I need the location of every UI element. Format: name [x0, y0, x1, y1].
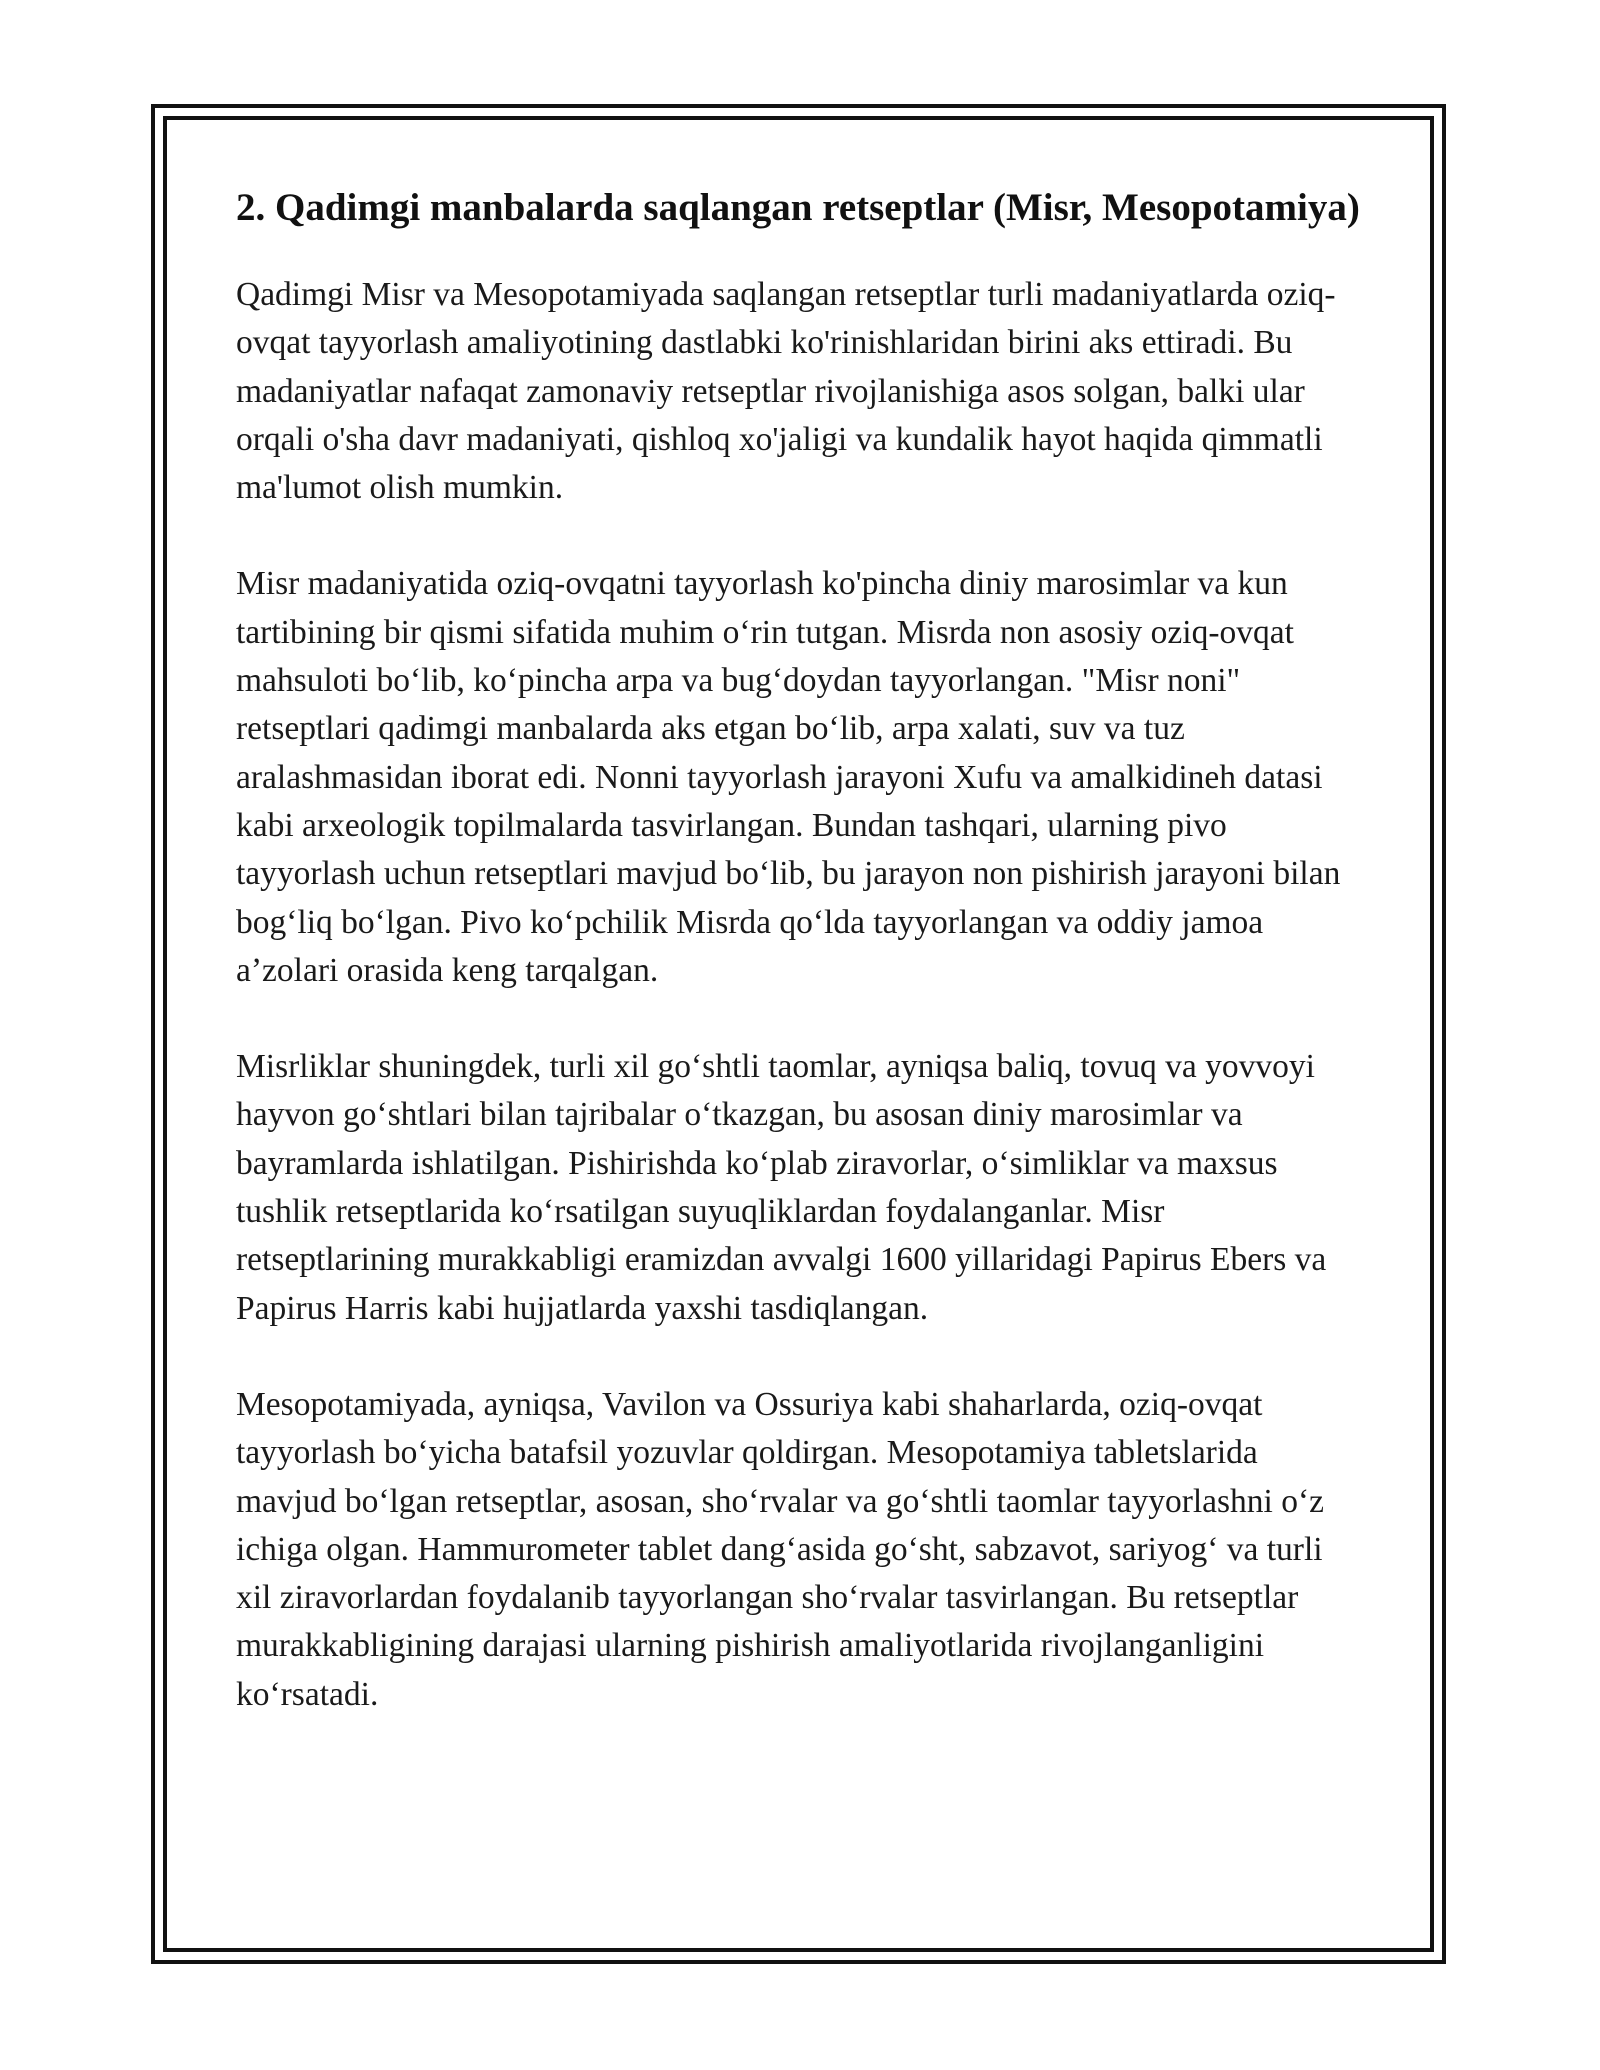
section-heading: 2. Qadimgi manbalarda saqlangan retseptlar (Misr, Mesopotamiya): [236, 186, 1360, 229]
paragraph-egypt-meat: Misrliklar shuningdek, turli xil goʻshtli taomlar, ayniqsa baliq, tovuq va yovvoyi hayvon goʻshtlari bilan tajribalar oʻtkazgan, bu asosan diniy marosimlar va bayramlarda ishlatilgan. Pishirishda koʻplab ziravorlar, oʻsimliklar va maxsus tushlik retseptlarida koʻrsatilgan suyuqliklardan foydalanganlar. Misr retseptlarining murakkabligi eramizdan avvalgi 1600 yillaridagi Papirus Ebers va Papirus Harris kabi hujjatlarda yaxshi tasdiqlangan.: [236, 1048, 1327, 1327]
paragraph-egypt-bread: Misr madaniyatida oziq-ovqatni tayyorlash ko'pincha diniy marosimlar va kun tartibining bir qismi sifatida muhim oʻrin tutgan. Misrda non asosiy oziq-ovqat mahsuloti boʻlib, koʻpincha arpa va bugʻdoydan tayyorlangan. "Misr noni" retseptlari qadimgi manbalarda aks etgan boʻlib, arpa xalati, suv va tuz aralashmasidan iborat edi. Nonni tayyorlash jarayoni Xufu va amalkidineh datasi kabi arxeologik topilmalarda tasvirlangan. Bundan tashqari, ularning pivo tayyorlash uchun retseptlari mavjud boʻlib, bu jarayon non pishirish jarayoni bilan bogʻliq boʻlgan. Pivo koʻpchilik Misrda qoʻlda tayyorlangan va oddiy jamoa aʼzolari orasida keng tarqalgan.: [236, 565, 1341, 989]
document-body: [236, 183, 1366, 1767]
paragraph-intro: Qadimgi Misr va Mesopotamiyada saqlangan retseptlar turli madaniyatlarda oziq-ovqat tayyorlash amaliyotining dastlabki ko'rinishlaridan birini aks ettiradi. Bu madaniyatlar nafaqat zamonaviy retseptlar rivojlanishiga asos solgan, balki ular orqali o'sha davr madaniyati, qishloq xo'jaligi va kundalik hayot haqida qimmatli ma'lumot olish mumkin.: [236, 276, 1336, 507]
paragraph-mesopotamia: Mesopotamiyada, ayniqsa, Vavilon va Ossuriya kabi shaharlarda, oziq-ovqat tayyorlash boʻyicha batafsil yozuvlar qoldirgan. Mesopotamiya tabletslarida mavjud boʻlgan retseptlar, asosan, shoʻrvalar va goʻshtli taomlar tayyorlashni oʻz ichiga olgan. Hammurometer tablet dangʻasida goʻsht, sabzavot, sariyogʻ va turli xil ziravorlardan foydalanib tayyorlangan shoʻrvalar tasvirlangan. Bu retseptlar murakkabligining darajasi ularning pishirish amaliyotlarida rivojlanganligini koʻrsatadi.: [236, 1385, 1325, 1713]
